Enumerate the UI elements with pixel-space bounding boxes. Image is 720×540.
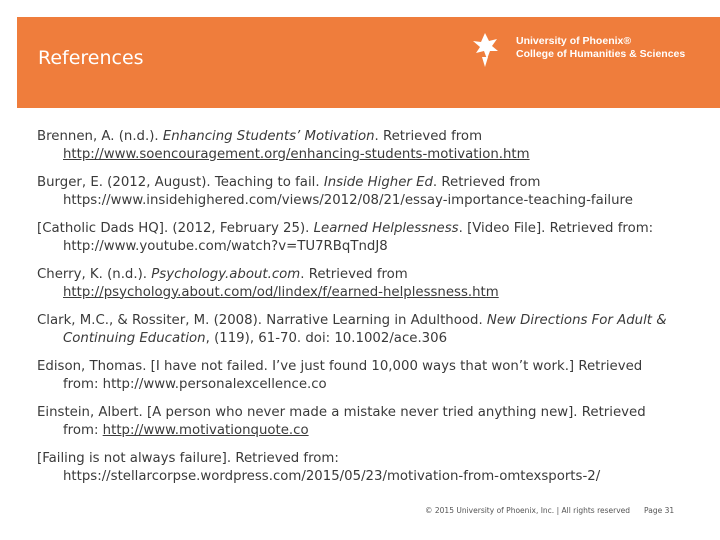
reference-list — [37, 128, 677, 496]
reference-item: [Catholic Dads HQ]. (2012, February 25). Learned Helplessness. [Video File]. Retrieved from: http://www.youtube.com/watch?v=TU7RBqTndJ8 — [37, 221, 654, 254]
reference-item: Einstein, Albert. [A person who never made a mistake never tried anything new]. Retrieved from: http://www.motivationquote.co — [37, 405, 646, 438]
page-title: References — [38, 47, 144, 69]
reference-item: Burger, E. (2012, August). Teaching to fail. Inside Higher Ed. Retrieved from https://www.insidehighered.com/views/2012/08/21/essay-importance-teaching-failure — [37, 175, 633, 208]
reference-link[interactable]: http://psychology.about.com/od/lindex/f/earned-helplessness.htm — [63, 284, 499, 300]
reference-item: Cherry, K. (n.d.). Psychology.about.com. Retrieved from http://psychology.about.com/od/lindex/f/earned-helplessness.htm — [37, 267, 499, 300]
reference-item: Edison, Thomas. [I have not failed. I’ve just found 10,000 ways that won’t work.] Retrieved from: http://www.personalexcellence.co — [37, 359, 643, 392]
logo-text — [516, 35, 685, 61]
logo-university-name: University of Phoenix® — [516, 35, 632, 47]
reference-item: [Failing is not always failure]. Retrieved from: https://stellarcorpse.wordpress.com/2015/05/23/motivation-from-omtexsports-2/ — [37, 451, 601, 484]
reference-item: Clark, M.C., & Rossiter, M. (2008). Narrative Learning in Adulthood. New Directions For Adult & Continuing Education, (119), 61-70. doi: 10.1002/ace.306 — [37, 313, 667, 346]
reference-link[interactable]: http://www.soencouragement.org/enhancing-students-motivation.htm — [63, 146, 530, 162]
reference-link[interactable]: http://www.motivationquote.co — [102, 422, 309, 438]
copyright-text: © 2015 University of Phoenix, Inc. | All rights reserved — [425, 506, 631, 515]
page-number: Page 31 — [644, 506, 675, 515]
phoenix-logo-icon — [470, 31, 500, 69]
slide-footer — [425, 506, 674, 515]
reference-item: Brennen, A. (n.d.). Enhancing Students’ Motivation. Retrieved from http://www.soencouragement.org/enhancing-students-motivation.htm — [37, 129, 530, 162]
logo-college-name: College of Humanities & Sciences — [516, 48, 686, 60]
